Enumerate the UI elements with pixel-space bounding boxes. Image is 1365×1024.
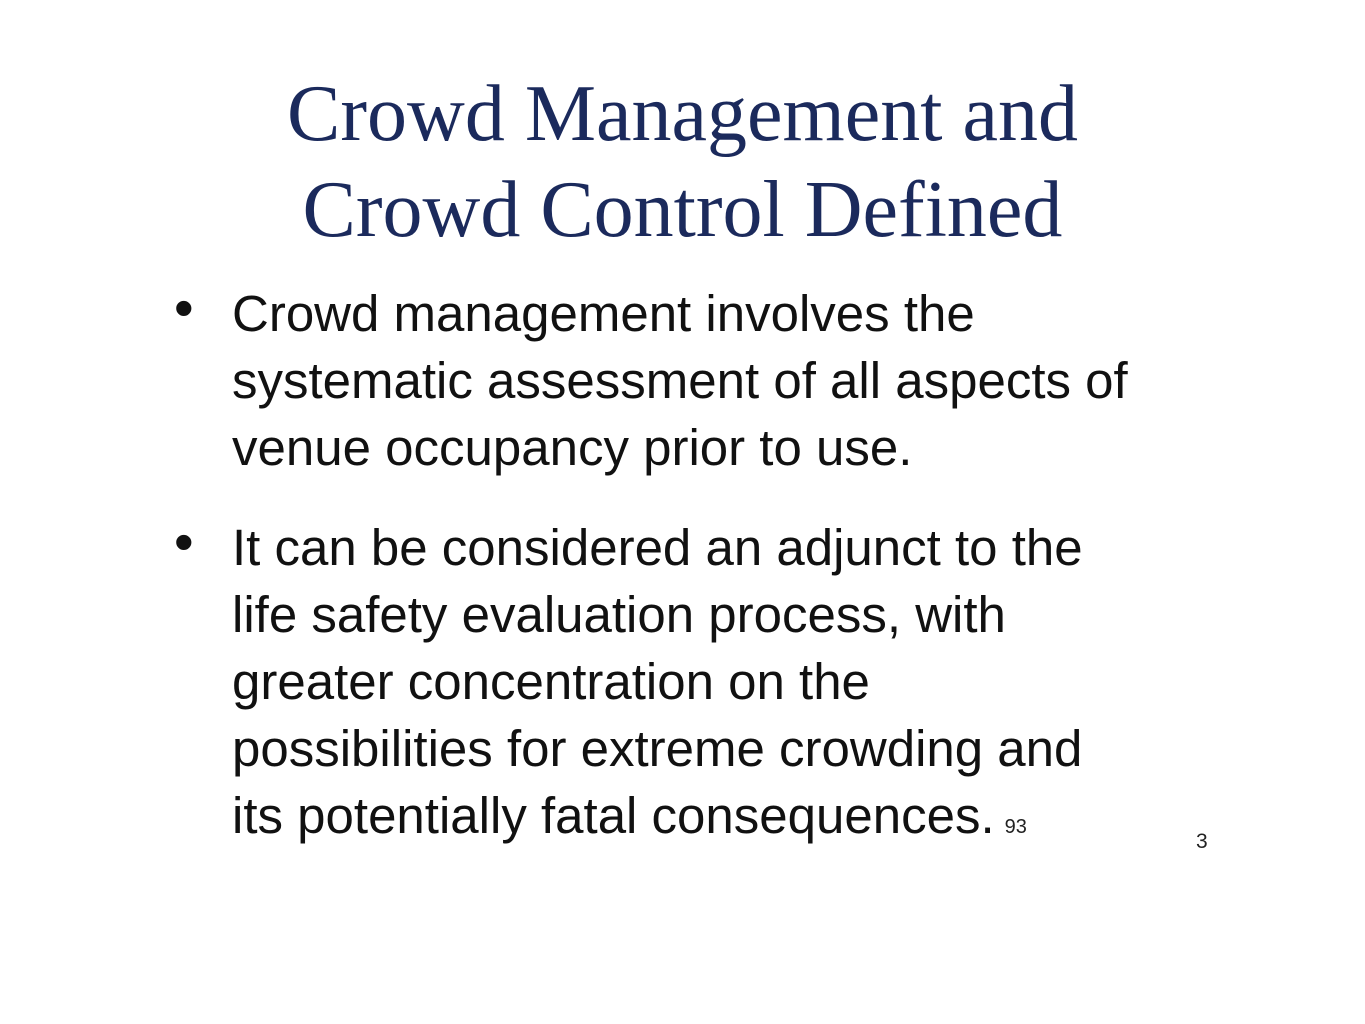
- bullet-text-line: possibilities for extreme crowding and: [232, 720, 1083, 777]
- bullet-text: [232, 514, 1242, 861]
- bullet-icon: •: [174, 276, 194, 339]
- bullet-text-line: It can be considered an adjunct to the: [232, 519, 1083, 576]
- bullet-text-line: Crowd management involves the: [232, 285, 975, 342]
- bullet-text: [232, 280, 1242, 481]
- bullet-text-line: venue occupancy prior to use.: [232, 419, 913, 476]
- bullet-item: [174, 510, 1242, 861]
- slide-title: [0, 66, 1365, 258]
- bullet-item: [174, 276, 1242, 481]
- bullet-text-line: systematic assessment of all aspects of: [232, 352, 1128, 409]
- title-line: Crowd Control Defined: [302, 166, 1063, 254]
- bullet-text-line: greater concentration on the: [232, 653, 870, 710]
- title-line: Crowd Management and: [287, 70, 1078, 158]
- bullet-text-segment: its potentially fatal consequences.: [232, 787, 995, 844]
- footnote-number: 93: [1004, 816, 1027, 838]
- bullet-text-line: life safety evaluation process, with: [232, 586, 1006, 643]
- bullet-icon: •: [174, 510, 194, 573]
- slide-number: 3: [1196, 830, 1208, 853]
- bullet-text-line-last: [232, 782, 1242, 861]
